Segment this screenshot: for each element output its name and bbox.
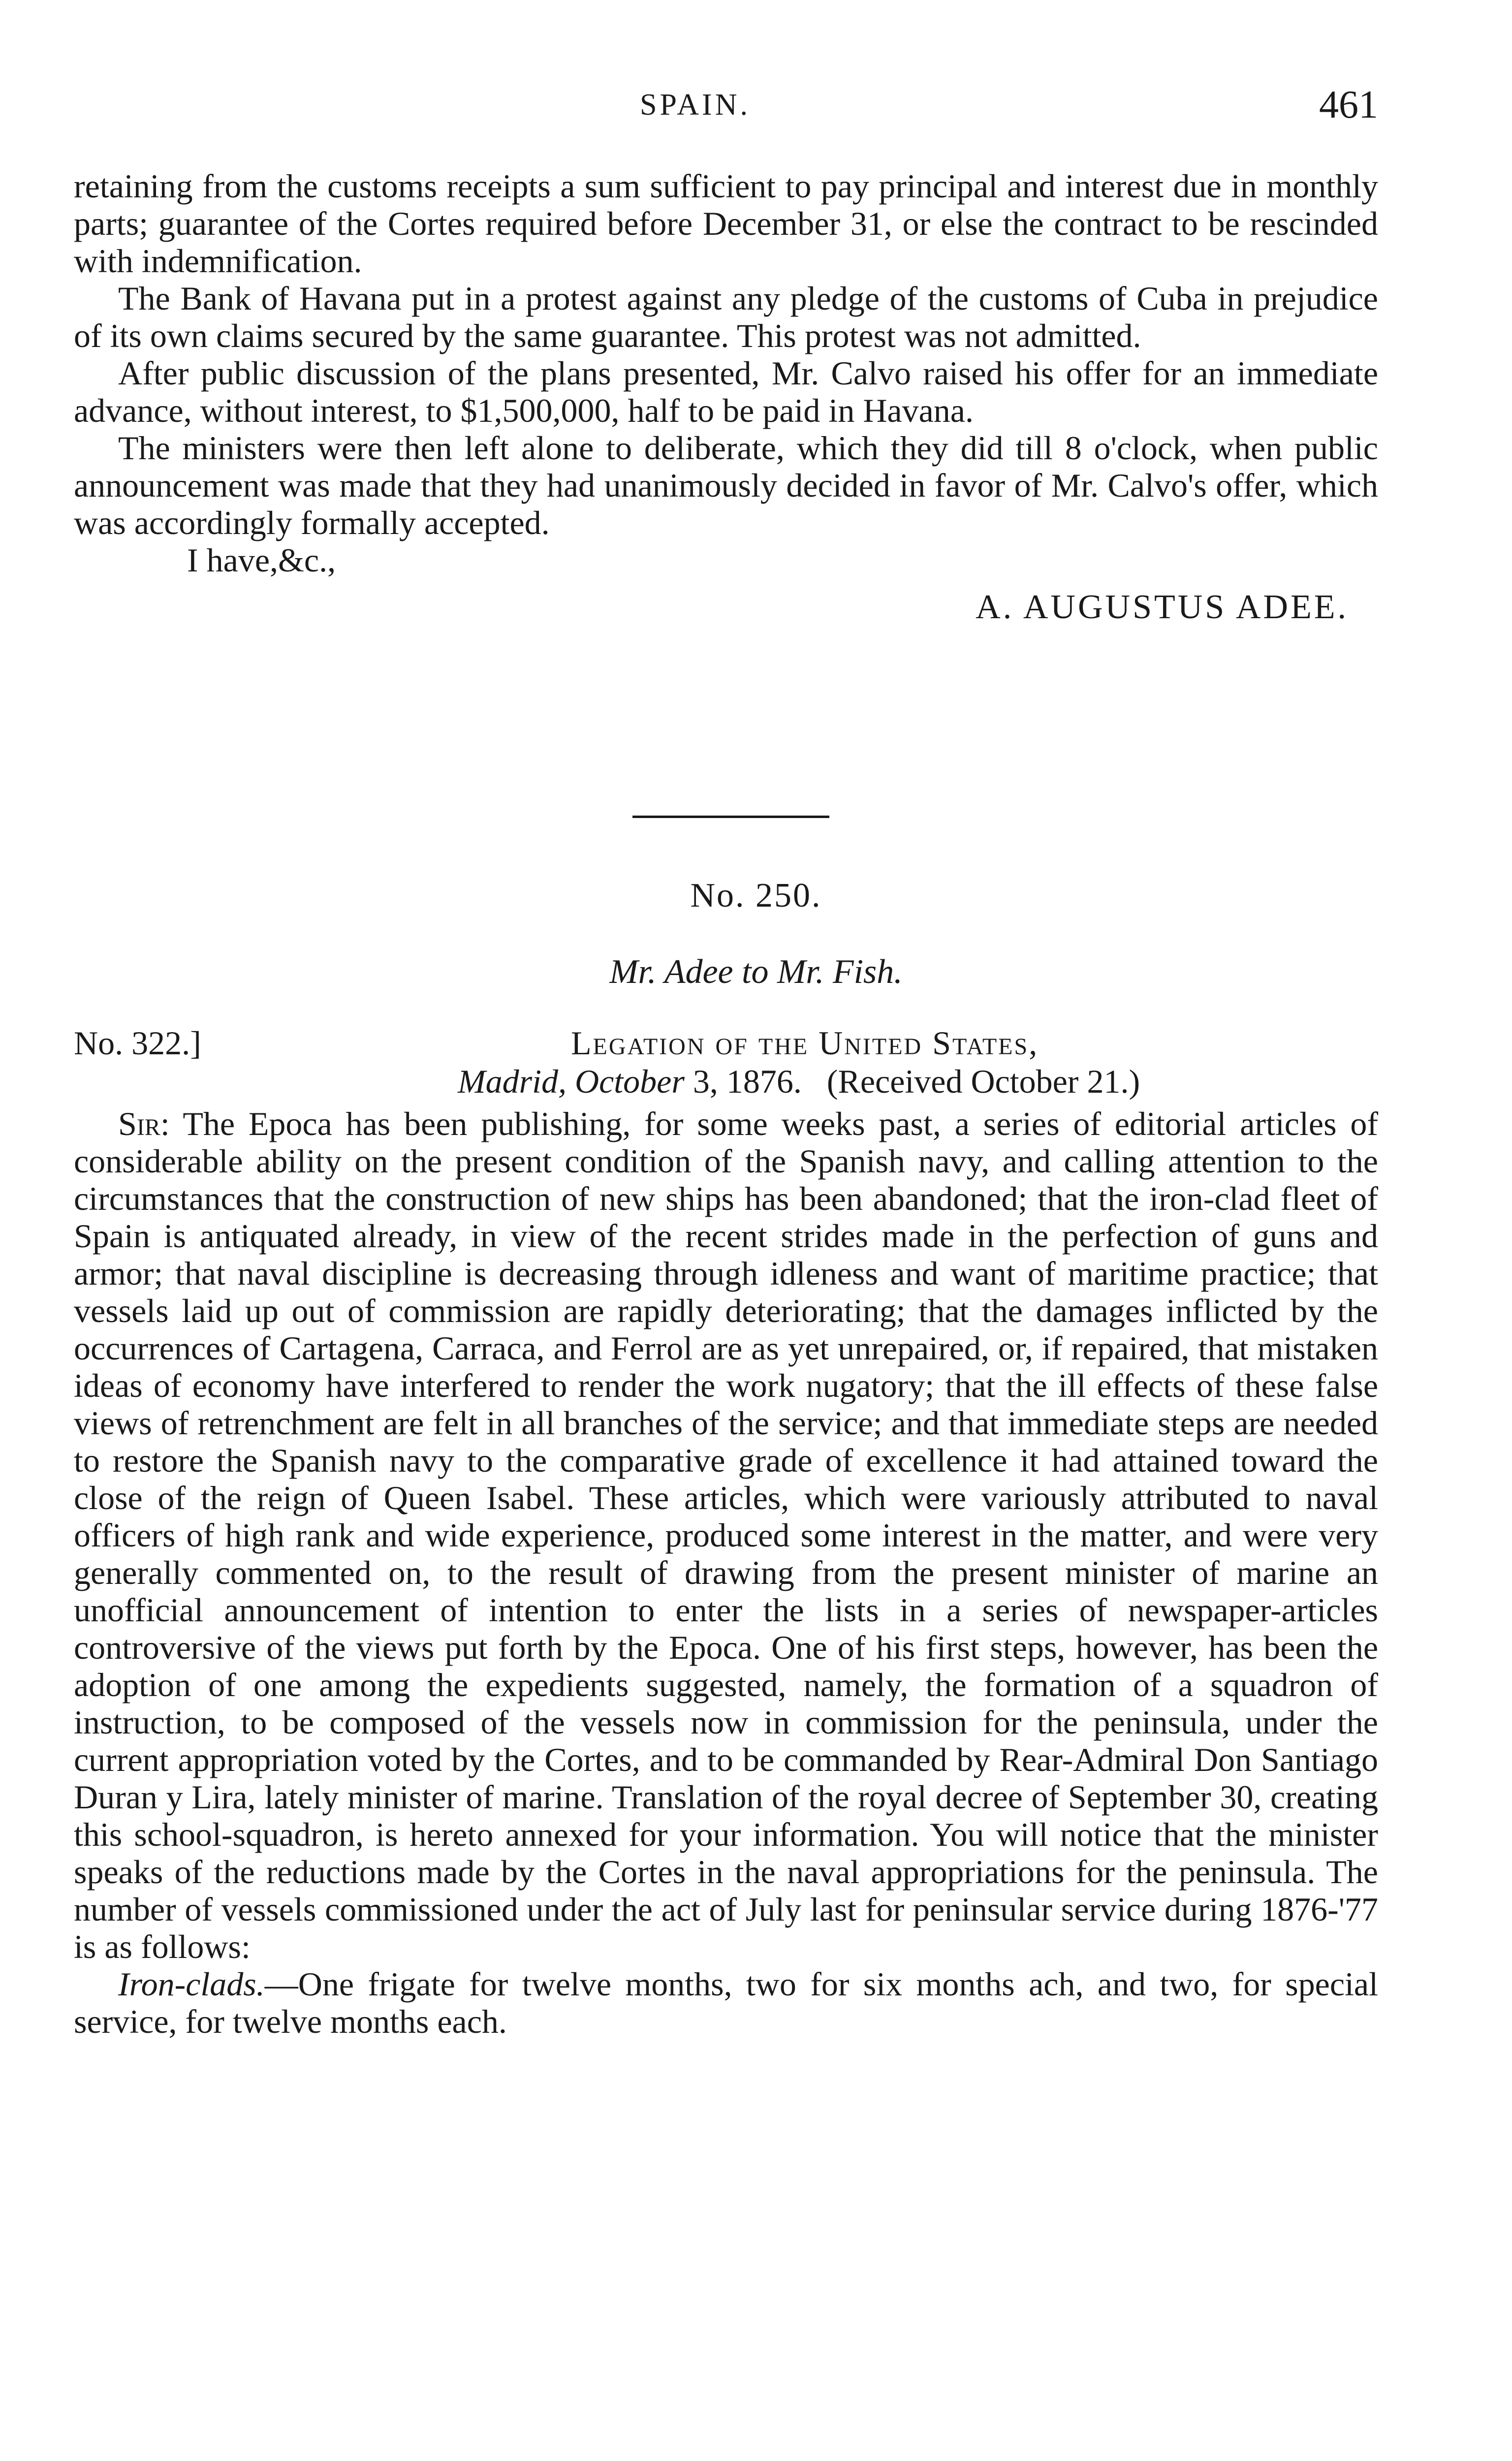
document-subtitle: Mr. Adee to Mr. Fish. <box>609 953 903 991</box>
paragraph-continued: retaining from the customs receipts a sum sufficient to pay principal and interest due in monthly parts; guarantee of the Cortes required before December 31, or else the contract to be rescinded with indemnification. <box>74 167 1378 280</box>
page-header <box>74 83 1378 132</box>
dispatch-number: No. 322.] <box>74 1024 201 1062</box>
closing-line: I have,&c., <box>187 541 336 579</box>
ironclads-label: Iron-clads. <box>118 1965 265 2003</box>
section-divider <box>632 816 829 818</box>
top-section <box>74 167 1378 626</box>
letter-body <box>74 1105 1378 2040</box>
signature: A. AUGUSTUS ADEE. <box>976 588 1349 626</box>
letter-paragraph-main-text: The Epoca has been publishing, for some weeks past, a series of editorial articles of considerable ability on the present condition of the Spanish navy, and calling attention to the circumstances that the construction of new ships has been abandoned; that the iron-clad fleet of Spain is antiquated already, in view of the recent strides made in the perfection of guns and armor; that naval discipline is decreasing through idleness and want of maritime practice; that vessels laid up out of commission are rapidly deteriorating; that the damages inflicted by the occurrences of Cartagena, Carraca, and Ferrol are as yet unrepaired, or, if repaired, that mistaken ideas of economy have interfered to render the work nugatory; that the ill effects of these false views of retrenchment are felt in all branches of the service; and that immediate steps are needed to restore the Spanish navy to the comparative grade of excellence it had attained toward the close of the reign of Queen Isabel. These articles, which were variously attributed to naval officers of high rank and wide experience, produced some interest in the matter, and were very generally commented on, to the result of drawing from the present minister of marine an unofficial announcement of intention to enter the lists in a series of newspaper-articles controversive of the views put forth by the Epoca. One of his first steps, however, has been the adoption of one among the expedients suggested, namely, the formation of a squadron of instruction, to be composed of the vessels now in commission for the peninsula, under the current appropriation voted by the Cortes, and to be commanded by Rear-Admiral Don Santiago Duran y Lira, lately minister of marine. Translation of the royal decree of September 30, creating this school-squadron, is hereto annexed for your information. You will notice that the minister speaks of the reductions made by the Cortes in the naval appropriations for the peninsula. The number of vessels commissioned under the act of July last for peninsular service during 1876-'77 is as follows: <box>74 1105 1378 1965</box>
letter-head <box>74 1024 1378 1103</box>
paragraph-bank-protest: The Bank of Havana put in a protest against any pledge of the customs of Cuba in prejudice of its own claims secured by the same guarantee. This protest was not admitted. <box>74 280 1378 354</box>
letter-paragraph-main <box>74 1105 1378 1965</box>
date-month: October <box>575 1063 685 1100</box>
page-number: 461 <box>1319 83 1378 126</box>
date-rest: 3, 1876. <box>693 1063 802 1100</box>
document-number: No. 250. <box>690 877 822 915</box>
paragraph-ministers-decision: The ministers were then left alone to deliberate, which they did till 8 o'clock, when public announcement was made that they had unanimously decided in favor of Mr. Calvo's offer, which was accordingly formally accepted. <box>74 429 1378 541</box>
salutation: Sir: <box>118 1105 170 1142</box>
letter-paragraph-ironclads <box>74 1965 1378 2040</box>
place: Madrid, <box>458 1063 567 1100</box>
legation-line: Legation of the United States, <box>571 1024 1039 1062</box>
paragraph-calvo-offer: After public discussion of the plans presented, Mr. Calvo raised his offer for an immediate advance, without interest, to $1,500,000, half to be paid in Havana. <box>74 354 1378 429</box>
received-date: (Received October 21.) <box>826 1063 1140 1100</box>
place-date-line <box>458 1062 1140 1101</box>
running-head: SPAIN. <box>640 88 751 122</box>
ironclads-text: —One frigate for twelve months, two for six months ach, and two, for special service, for twelve months each. <box>74 1965 1378 2040</box>
